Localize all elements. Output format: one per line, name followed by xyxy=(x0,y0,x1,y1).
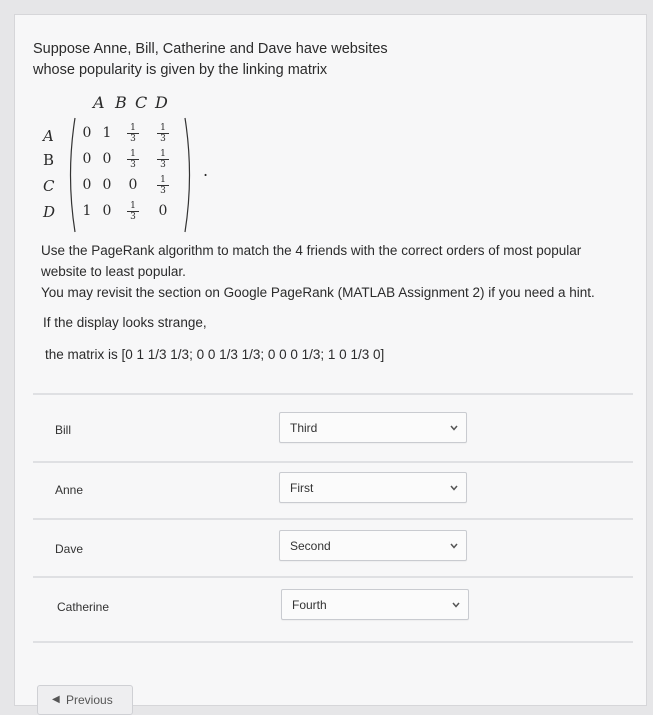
matrix-col-header-c: C xyxy=(135,93,148,112)
fraction-denominator: 3 xyxy=(160,160,166,170)
matrix-trailing-period: . xyxy=(203,161,209,180)
intro-line-2: whose popularity is given by the linking matrix xyxy=(33,62,328,78)
rank-select-4[interactable] xyxy=(281,589,469,620)
fraction-numerator: 1 xyxy=(127,123,139,134)
matrix-cell: 0 xyxy=(82,125,92,141)
rank-select-value: First xyxy=(290,481,314,495)
chevron-down-icon xyxy=(450,598,462,612)
fraction-numerator: 1 xyxy=(157,123,169,134)
divider xyxy=(33,518,633,520)
match-label-3: Dave xyxy=(55,542,84,556)
matrix-row-header-a: A xyxy=(43,127,54,145)
fraction-numerator: 1 xyxy=(157,175,169,186)
rank-select-value: Fourth xyxy=(292,598,327,612)
fraction-numerator: 1 xyxy=(157,149,169,160)
question-card xyxy=(14,14,647,706)
matrix-cell: 0 xyxy=(102,203,112,219)
instr-line-5: the matrix is [0 1 1/3 1/3; 0 0 1/3 1/3; 0 0 0 1/3; 1 0 1/3 0] xyxy=(45,347,385,362)
rank-select-value: Second xyxy=(290,539,331,553)
fraction-denominator: 3 xyxy=(130,212,136,222)
matrix-cell-fraction xyxy=(157,123,169,144)
match-label-1: Bill xyxy=(55,423,72,437)
divider xyxy=(33,461,633,463)
match-label-2: Anne xyxy=(55,483,84,497)
fraction-numerator: 1 xyxy=(127,149,139,160)
rank-select-value: Third xyxy=(290,421,318,435)
fraction-denominator: 3 xyxy=(130,160,136,170)
matrix-cell: 0 xyxy=(102,177,112,193)
matrix-cell-fraction xyxy=(157,149,169,170)
rank-select-2[interactable] xyxy=(279,472,467,503)
left-paren-icon xyxy=(65,116,77,234)
right-paren-icon xyxy=(183,116,195,234)
chevron-left-icon: ◀ xyxy=(52,694,60,705)
chevron-down-icon xyxy=(448,421,460,435)
linking-matrix xyxy=(37,93,217,233)
rank-select-1[interactable] xyxy=(279,412,467,443)
rank-select-3[interactable] xyxy=(279,530,467,561)
instr-line-1: Use the PageRank algorithm to match the 4 friends with the correct orders of most popular xyxy=(41,243,582,258)
matrix-cell: 0 xyxy=(82,177,92,193)
intro-line-1: Suppose Anne, Bill, Catherine and Dave have websites xyxy=(33,41,388,57)
matrix-cell: 0 xyxy=(82,151,92,167)
chevron-down-icon xyxy=(448,539,460,553)
instr-line-2: website to least popular. xyxy=(41,264,186,279)
fraction-denominator: 3 xyxy=(160,186,166,196)
chevron-down-icon xyxy=(448,481,460,495)
instr-line-3: You may revisit the section on Google PageRank (MATLAB Assignment 2) if you need a hint. xyxy=(41,285,595,300)
matrix-col-header-d: D xyxy=(155,93,168,112)
matrix-cell-fraction xyxy=(127,201,139,222)
fraction-denominator: 3 xyxy=(130,134,136,144)
fraction-denominator: 3 xyxy=(160,134,166,144)
matrix-row-header-c: C xyxy=(43,177,55,195)
matrix-col-header-a: A xyxy=(93,93,105,112)
matrix-cell: 0 xyxy=(128,177,138,193)
matrix-cell-fraction xyxy=(127,123,139,144)
previous-button-label: Previous xyxy=(66,693,113,707)
matrix-cell-fraction xyxy=(127,149,139,170)
matrix-cell-fraction xyxy=(157,175,169,196)
divider xyxy=(33,641,633,643)
divider xyxy=(33,393,633,395)
fraction-numerator: 1 xyxy=(127,201,139,212)
previous-button[interactable] xyxy=(37,685,133,715)
matrix-cell: 1 xyxy=(82,203,92,219)
matrix-row-header-d: D xyxy=(43,203,56,221)
question-intro xyxy=(33,39,388,81)
matrix-row-header-b: B xyxy=(43,151,55,169)
match-label-4: Catherine xyxy=(57,600,110,614)
divider xyxy=(33,576,633,578)
matrix-cell: 1 xyxy=(102,125,112,141)
matrix-col-header-b: B xyxy=(115,93,127,112)
instr-line-4: If the display looks strange, xyxy=(43,315,207,330)
matrix-cell: 0 xyxy=(158,203,168,219)
matrix-cell: 0 xyxy=(102,151,112,167)
